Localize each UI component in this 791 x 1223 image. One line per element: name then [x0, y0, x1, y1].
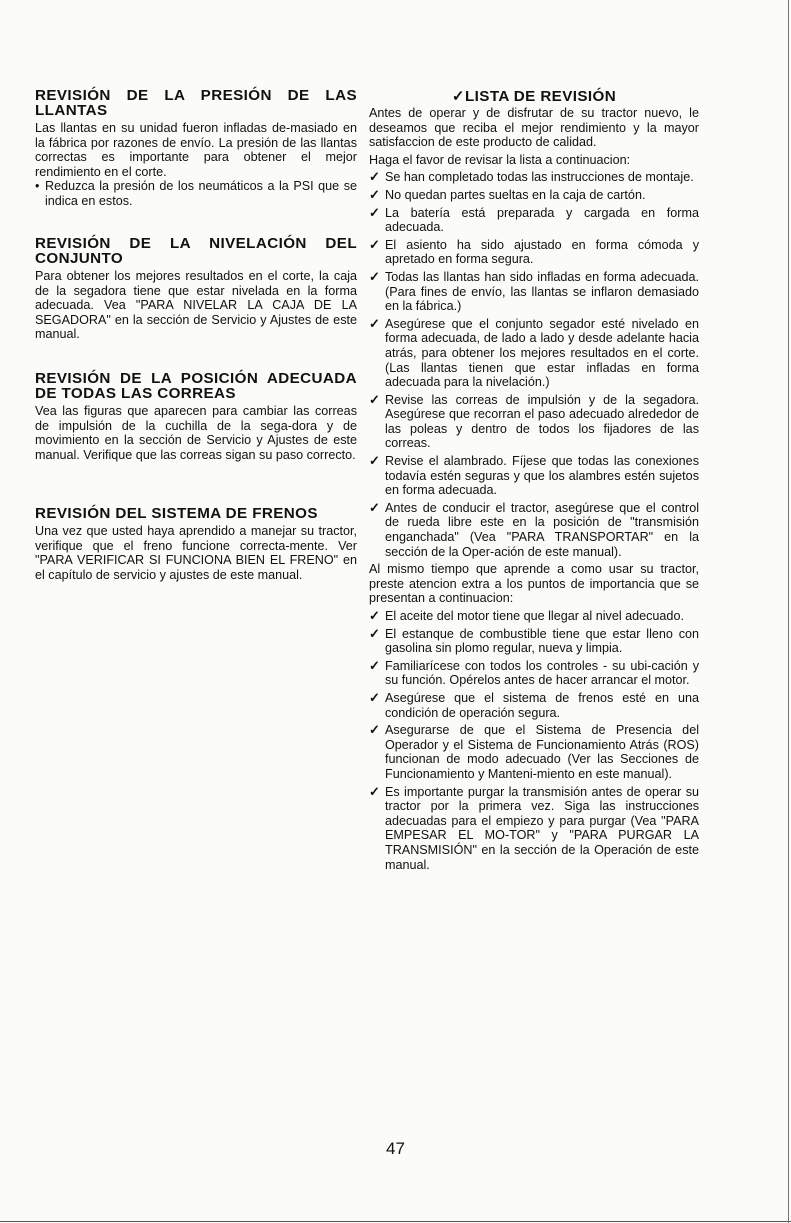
- checkmark-icon: ✓: [369, 783, 380, 799]
- checklist-item: [369, 238, 699, 267]
- checkmark-icon: ✓: [369, 722, 380, 738]
- checklist-instruction: Haga el favor de revisar la lista a continuacion:: [369, 152, 631, 167]
- section-belts: [35, 371, 357, 462]
- checklist-item-text: Antes de conducir el tractor, asegúrese que el control de rueda libre este en la posición de "transmisión enganchada" (Vea "PARA TRANSPORTAR" en la sección de la Oper-ación de este manual).: [385, 500, 699, 559]
- section-level: [35, 236, 357, 342]
- section-body: Para obtener los mejores resultados en el corte, la caja de la segadora tiene que estar nivelada en la forma adecuada. Vea "PARA NIVELAR LA CAJA DE LA SEGADORA" en la sección de Servicio y Ajustes de este manual.: [35, 269, 357, 342]
- checkmark-icon: ✓: [369, 608, 380, 623]
- section-brakes: [35, 506, 357, 582]
- checkmark-icon: ✓: [369, 268, 380, 284]
- checkmark-icon: ✓: [369, 499, 380, 515]
- checklist-item-text: Revise las correas de impulsión y de la segadora. Asegúrese que recorran el paso adecuado alrededor de las poleas y dentro de todos los fijadores de las correas.: [385, 392, 699, 451]
- checklist-item: [369, 785, 699, 873]
- bullet-text: Reduzca la presión de los neumáticos a la PSI que se indica en estos.: [45, 179, 357, 208]
- edge-rule: [788, 0, 789, 1223]
- checklist-item: [369, 723, 699, 781]
- checklist-group-2: [369, 609, 699, 872]
- section-title: REVISIÓN DE LA PRESIÓN DE LAS LLANTAS: [35, 87, 357, 119]
- checkmark-icon: ✓: [369, 315, 380, 331]
- checklist-intro: Antes de operar y de disfrutar de su tractor nuevo, le deseamos que reciba el mejor rendimiento y la mayor satisfaccion de este producto de calidad.: [369, 106, 699, 150]
- checklist-item: [369, 609, 699, 624]
- checklist-item-text: No quedan partes sueltas en la caja de cartón.: [385, 187, 646, 202]
- bullet-item: [35, 179, 357, 208]
- checkmark-icon: ✓: [369, 186, 380, 202]
- section-title: REVISIÓN DE LA NIVELACIÓN DEL CONJUNTO: [35, 235, 357, 267]
- checklist-item: [369, 170, 699, 185]
- checklist-item: [369, 206, 699, 235]
- checklist-item: [369, 691, 699, 720]
- checkmark-icon: ✓: [369, 689, 380, 705]
- checklist-item-text: Asegúrese que el conjunto segador esté nivelado en forma adecuada, de lado a lado y desde adelante hacia atrás, para obtener los mejores resultados en el corte. (Las llantas tienen que estar infladas en forma adecuada para la nivelación.): [385, 316, 699, 390]
- checklist-item-text: Familiarícese con todos los controles - su ubi-cación y su función. Opérelos antes de hacer arrancar el motor.: [385, 658, 699, 688]
- checklist-group-1: [369, 170, 699, 559]
- section-tire-pressure: [35, 88, 357, 209]
- checklist-item: [369, 188, 699, 203]
- checklist-item-text: Asegurarse de que el Sistema de Presencia del Operador y el Sistema de Funcionamiento Atrás (ROS) funcionan de modo adecuado (Ver las Secciones de Funcionamiento y Manteni-miento en este manual).: [385, 723, 699, 781]
- checklist-item: [369, 270, 699, 314]
- checkmark-icon: ✓: [369, 657, 380, 673]
- section-body: Una vez que usted haya aprendido a manejar su tractor, verifique que el freno funcione correcta-mente. Ver "PARA VERIFICAR SI FUNCIONA BIEN EL FRENO" en el capítulo de servicio y ajustes de este manual.: [35, 524, 357, 582]
- checkmark-icon: ✓: [369, 169, 380, 185]
- checklist-item: [369, 627, 699, 656]
- section-title: REVISIÓN DE LA POSICIÓN ADECUADA DE TODAS LAS CORREAS: [35, 370, 357, 402]
- bottom-rule: [0, 1221, 791, 1222]
- checkmark-icon: ✓: [369, 391, 380, 407]
- checklist-item-text: El estanque de combustible tiene que estar lleno con gasolina sin plomo regular, nueva y limpia.: [385, 626, 699, 656]
- checklist-item-text: Revise el alambrado. Fíjese que todas las conexiones todavía estén seguras y que los alambres estén sujetos en forma adecuada.: [385, 454, 699, 498]
- checklist-item-text: Es importante purgar la transmisión antes de operar su tractor por la primera vez. Siga las instrucciones adecuadas para el empiezo y para purgar (Vea "PARA EMPESAR EL MO-TOR" y "PARA PURGAR LA TRANSMISIÓN" en la sección de la Operación de este manual.: [385, 784, 699, 872]
- checklist-item: [369, 317, 699, 390]
- checkmark-icon: ✓: [369, 625, 380, 641]
- checkmark-icon: ✓: [369, 204, 380, 220]
- bullet-mark: •: [35, 179, 40, 194]
- checklist-title: ✓LISTA DE REVISIÓN: [451, 88, 617, 105]
- checkmark-icon: ✓: [369, 236, 380, 252]
- checklist-item-text: Se han completado todas las instrucciones de montaje.: [385, 170, 694, 185]
- checklist-item: [369, 393, 699, 451]
- section-body: Las llantas en su unidad fueron infladas de-masiado en la fábrica por razones de envío. La presión de las llantas correctas es importante para obtener el mejor rendimiento en el corte.: [35, 121, 357, 179]
- section-title: REVISIÓN DEL SISTEMA DE FRENOS: [35, 505, 318, 522]
- checklist-item-text: Todas las llantas han sido infladas en forma adecuada. (Para fines de envío, las llantas se inflaron demasiado en la fábrica.): [385, 269, 699, 314]
- right-column: [369, 88, 699, 872]
- checklist-item-text: Asegúrese que el sistema de frenos esté en una condición de operación segura.: [385, 690, 699, 720]
- checklist-item-text: La batería está preparada y cargada en forma adecuada.: [385, 205, 699, 235]
- checklist-item: [369, 501, 699, 559]
- checklist-item-text: El aceite del motor tiene que llegar al nivel adecuado.: [385, 609, 684, 623]
- checklist-item: [369, 659, 699, 688]
- section-body: Vea las figuras que aparecen para cambiar las correas de impulsión de la cuchilla de la sega-dora y de movimiento en la sección de Servicio y Ajustes de este manual. Verifique que las correas sigan su paso correcto.: [35, 404, 357, 462]
- checklist-middle: Al mismo tiempo que aprende a como usar su tractor, preste atencion extra a los puntos de importancia que se presentan a continuacion:: [369, 562, 699, 606]
- page-number: 47: [386, 1139, 405, 1158]
- checklist-item: [369, 454, 699, 498]
- checklist-item-text: El asiento ha sido ajustado en forma cómoda y apretado en forma segura.: [385, 237, 699, 267]
- checkmark-icon: ✓: [369, 453, 380, 469]
